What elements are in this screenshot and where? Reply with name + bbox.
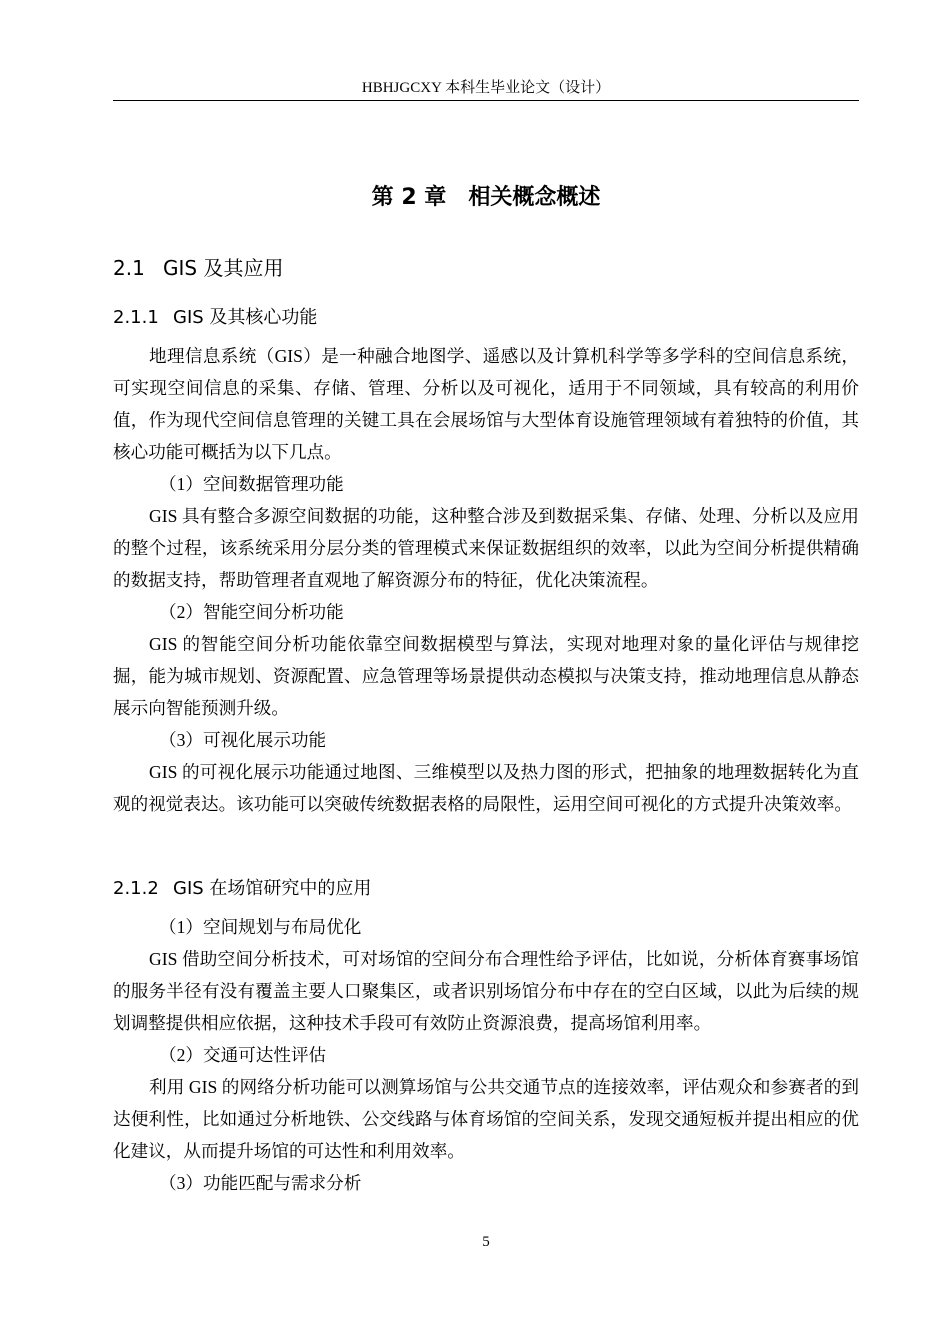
chapter-title (113, 180, 859, 211)
list-item-heading: （1）空间数据管理功能 (159, 474, 344, 494)
section-number: 2.1.2 (113, 878, 159, 899)
paragraph: 地理信息系统（GIS）是一种融合地图学、遥感以及计算机科学等多学科的空间信息系统，可实现空间信息的采集、存储、管理、分析以及可视化，适用于不同领域，具有较高的利用价值，作为现代空间信息管理的关键工具在会展场馆与大型体育设施管理领域有着独特的价值，其核心功能可概括为以下几点。 (113, 346, 859, 462)
section-heading-2-1-1 (113, 303, 317, 329)
section-heading-2-1-2 (113, 874, 371, 900)
list-item-heading: （2）智能空间分析功能 (159, 602, 344, 622)
list-item-heading: （1）空间规划与布局优化 (159, 917, 362, 937)
paragraph: GIS 具有整合多源空间数据的功能，这种整合涉及到数据采集、存储、处理、分析以及应用的整个过程，该系统采用分层分类的管理模式来保证数据组织的效率，以此为空间分析提供精确的数据支持，帮助管理者直观地了解资源分布的特征，优化决策流程。 (113, 506, 859, 590)
page-number: 5 (482, 1234, 490, 1250)
chapter-name: 相关概念概述 (468, 185, 601, 210)
list-item-heading: （3）功能匹配与需求分析 (159, 1173, 362, 1193)
section-title: GIS 及其核心功能 (173, 307, 318, 328)
chapter-number: 第 2 章 (371, 185, 447, 210)
header-rule (113, 100, 859, 101)
page-header: HBHJGCXY 本科生毕业论文（设计） (361, 80, 611, 96)
section-title: GIS 在场馆研究中的应用 (173, 878, 372, 899)
paragraph: 利用 GIS 的网络分析功能可以测算场馆与公共交通节点的连接效率，评估观众和参赛者的到达便利性，比如通过分析地铁、公交线路与体育场馆的空间关系，发现交通短板并提出相应的优化建议，从而提升场馆的可达性和利用效率。 (113, 1077, 859, 1161)
list-item-heading: （3）可视化展示功能 (159, 730, 327, 750)
list-item-heading: （2）交通可达性评估 (159, 1045, 327, 1065)
paragraph: GIS 借助空间分析技术，可对场馆的空间分布合理性给予评估，比如说，分析体育赛事场馆的服务半径有没有覆盖主要人口聚集区，或者识别场馆分布中存在的空白区域，以此为后续的规划调整提供相应依据，这种技术手段可有效防止资源浪费，提高场馆利用率。 (113, 949, 859, 1033)
section-heading-2-1 (113, 252, 283, 281)
section-2-1-2-body (113, 911, 859, 1199)
section-number: 2.1 (113, 256, 145, 280)
section-2-1-1-body (113, 340, 859, 820)
section-number: 2.1.1 (113, 307, 159, 328)
section-title: GIS 及其应用 (163, 256, 284, 280)
paragraph: GIS 的智能空间分析功能依靠空间数据模型与算法，实现对地理对象的量化评估与规律挖掘，能为城市规划、资源配置、应急管理等场景提供动态模拟与决策支持，推动地理信息从静态展示向智能预测升级。 (113, 634, 859, 718)
paragraph: GIS 的可视化展示功能通过地图、三维模型以及热力图的形式，把抽象的地理数据转化为直观的视觉表达。该功能可以突破传统数据表格的局限性，运用空间可视化的方式提升决策效率。 (113, 762, 859, 814)
